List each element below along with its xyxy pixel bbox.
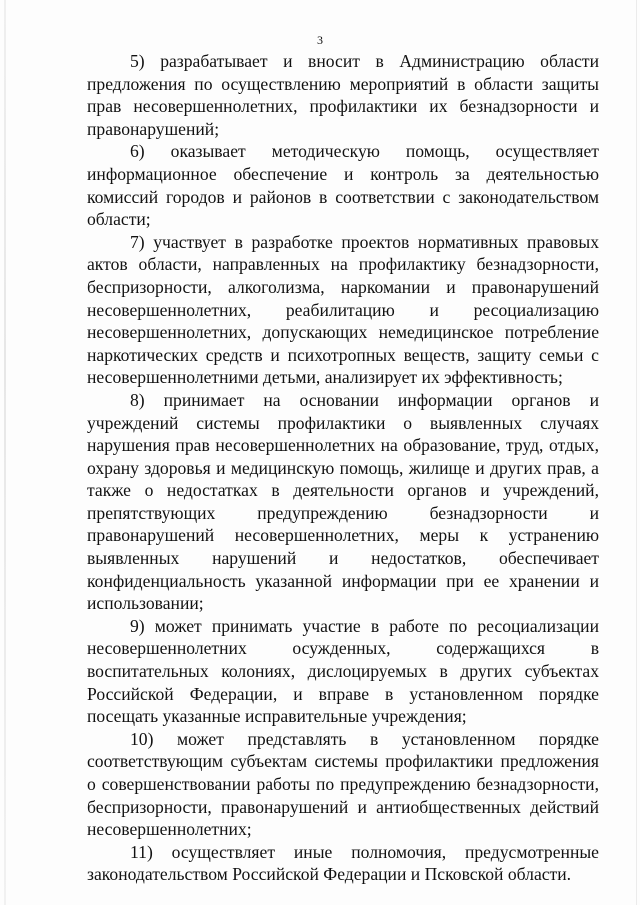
- paragraph-item-10: 10) может представлять в установленном порядке соответствующим субъектам системы профилактики предложения о совершенствовании работы по предупреждению безнадзорности, беспризорности, правонарушений и антиобщественных действий несовершеннолетних;: [87, 728, 599, 840]
- paragraph-item-6: 6) оказывает методическую помощь, осуществляет информационное обеспечение и контроль за деятельностью комиссий городов и районов в соответствии с законодательством области;: [87, 141, 599, 230]
- paragraph-item-9: 9) может принимать участие в работе по ресоциализации несовершеннолетних осужденных, содержащихся в воспитательных колониях, дислоцируемых в других субъектах Российской Федерации, и вправе в установленном порядке посещать указанные исправительные учреждения;: [87, 615, 599, 727]
- page-number: 3: [317, 33, 323, 47]
- paragraph-item-11: 11) осуществляет иные полномочия, предусмотренные законодательством Российской Федерации и Псковской области.: [87, 841, 599, 885]
- paragraph-item-5: 5) разрабатывает и вносит в Администрацию области предложения по осуществлению мероприятий в области защиты прав несовершеннолетних, профилактики их безнадзорности и правонарушений;: [87, 51, 599, 139]
- scan-edge-right: [636, 0, 637, 905]
- paragraph-item-8: 8) принимает на основании информации органов и учреждений системы профилактики о выявленных случаях нарушения прав несовершеннолетних на образование, труд, отдых, охрану здоровья и медицинскую помощь, жилище и других прав, а также о недостатках в деятельности органов и учреждений, препятствующих предупреждению безнадзорности и правонарушений несовершеннолетних, меры к устранению выявленных нарушений и недостатков, обеспечивает конфиденциальность указанной информации при ее хранении и использовании;: [87, 389, 599, 614]
- scan-edge-left: [4, 0, 6, 905]
- document-body: [87, 50, 599, 886]
- paragraph-item-7: 7) участвует в разработке проектов нормативных правовых актов области, направленных на профилактику безнадзорности, беспризорности, алкоголизма, наркомании и правонарушений несовершеннолетних, реабилитацию и ресоциализацию несовершеннолетних, допускающих немедицинское потребление наркотических средств и психотропных веществ, защиту семьи с несовершеннолетними детьми, анализирует их эффективность;: [87, 231, 599, 388]
